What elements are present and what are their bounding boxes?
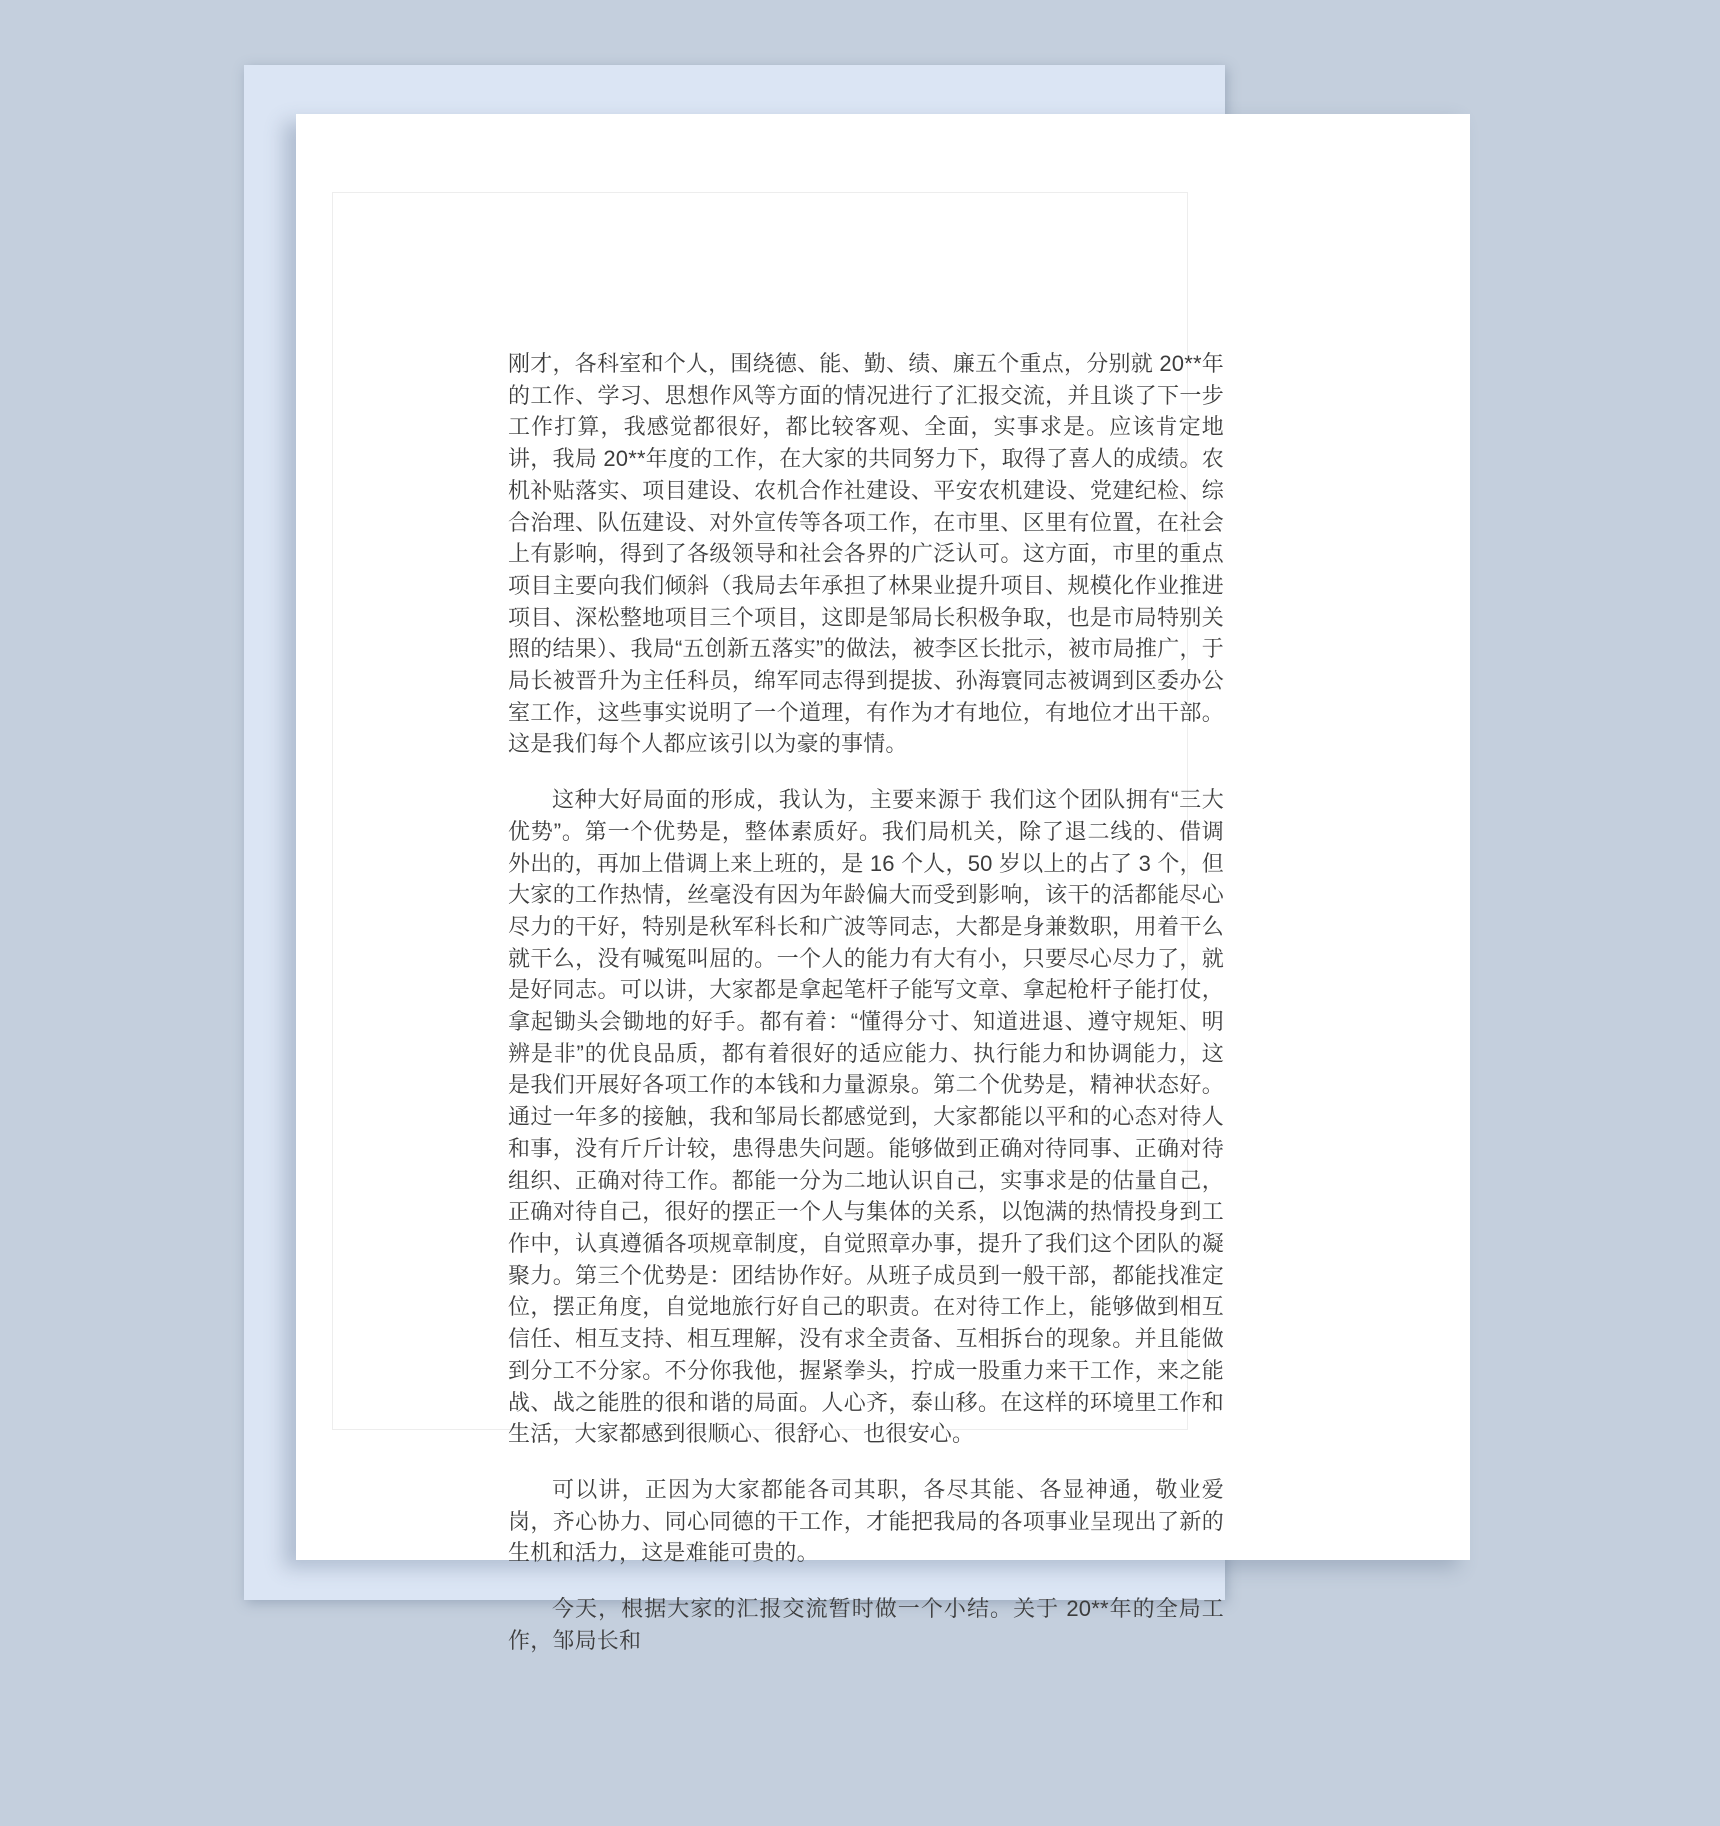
document-page: [296, 114, 1470, 1653]
paragraph-2: 这种大好局面的形成，我认为，主要来源于 我们这个团队拥有“三大优势”。第一个优势是，整体素质好。我们局机关，除了退二线的、借调外出的，再加上借调上来上班的，是 16 个人，50 岁以上的占了 3 个，但大家的工作热情，丝毫没有因为年龄偏大而受到影响，该干的活都能尽心尽力的干好，特别是秋军科长和广波等同志，大都是身兼数职，用着干么就干么，没有喊冤叫屈的。一个人的能力有大有小，只要尽心尽力了，就是好同志。可以讲，大家都是拿起笔杆子能写文章、拿起枪杆子能打仗，拿起锄头会锄地的好手。都有着：“懂得分寸、知道进退、遵守规矩、明辨是非”的优良品质，都有着很好的适应能力、执行能力和协调能力，这是我们开展好各项工作的本钱和力量源泉。第二个优势是，精神状态好。通过一年多的接触，我和邹局长都感觉到，大家都能以平和的心态对待人和事，没有斤斤计较，患得患失问题。能够做到正确对待同事、正确对待组织、正确对待工作。都能一分为二地认识自己，实事求是的估量自己，正确对待自己，很好的摆正一个人与集体的关系，以饱满的热情投身到工作中，认真遵循各项规章制度，自觉照章办事，提升了我们这个团队的凝聚力。第三个优势是：团结协作好。从班子成员到一般干部，都能找准定位，摆正角度，自觉地旅行好自己的职责。在对待工作上，能够做到相互信任、相互支持、相互理解，没有求全责备、互相拆台的现象。并且能做到分工不分家。不分你我他，握紧拳头，拧成一股重力来干工作，来之能战、战之能胜的很和谐的局面。人心齐，泰山移。在这样的环境里工作和生活，大家都感到很顺心、很舒心、也很安心。: [508, 787, 1224, 1447]
paragraph-3: 可以讲，正因为大家都能各司其职，各尽其能、各显神通，敬业爱岗，齐心协力、同心同德的干工作，才能把我局的各项事业呈现出了新的生机和活力，这是难能可贵的。: [508, 1476, 1224, 1566]
paragraph-4: 今天，根据大家的汇报交流暂时做一个小结。关于 20**年的全局工作，邹局长和: [508, 1596, 1224, 1653]
document-text: [508, 348, 1224, 1680]
paragraph-1: 刚才，各科室和个人，围绕德、能、勤、绩、廉五个重点，分别就 20**年的工作、学习、思想作风等方面的情况进行了汇报交流，并且谈了下一步工作打算，我感觉都很好，都比较客观、全面，实事求是。应该肯定地讲，我局 20**年度的工作，在大家的共同努力下，取得了喜人的成绩。农机补贴落实、项目建设、农机合作社建设、平安农机建设、党建纪检、综合治理、队伍建设、对外宣传等各项工作，在市里、区里有位置，在社会上有影响，得到了各级领导和社会各界的广泛认可。这方面，市里的重点项目主要向我们倾斜（我局去年承担了林果业提升项目、规模化作业推进项目、深松整地项目三个项目，这即是邹局长积极争取，也是市局特别关照的结果）、我局“五创新五落实”的做法，被李区长批示，被市局推广，于局长被晋升为主任科员，绵军同志得到提拔、孙海寰同志被调到区委办公室工作，这些事实说明了一个道理，有作为才有地位，有地位才出干部。这是我们每个人都应该引以为豪的事情。: [508, 351, 1224, 757]
